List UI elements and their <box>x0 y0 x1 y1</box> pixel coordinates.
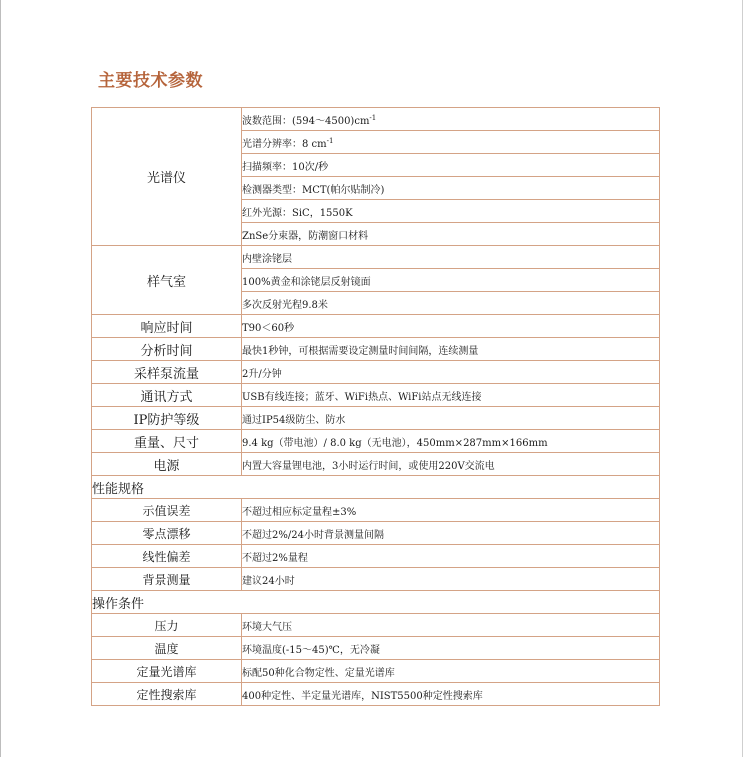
table-row <box>92 384 660 407</box>
spec-value: 9.4 kg（带电池）/ 8.0 kg（无电池），450mm×287mm×166mm <box>242 430 660 453</box>
table-row <box>92 407 660 430</box>
table-row <box>92 568 660 591</box>
row-label: 示值误差 <box>92 499 242 522</box>
spec-table <box>91 107 660 706</box>
table-row <box>92 660 660 683</box>
spec-value: 检测器类型：MCT(帕尔贴制冷) <box>242 177 660 200</box>
row-label: 电源 <box>92 453 242 476</box>
section-heading-performance: 性能规格 <box>92 476 660 499</box>
table-row <box>92 361 660 384</box>
spec-value: USB有线连接；蓝牙、WiFi热点、WiFi站点无线连接 <box>242 384 660 407</box>
row-label: 零点漂移 <box>92 522 242 545</box>
table-row <box>92 499 660 522</box>
row-label: 背景测量 <box>92 568 242 591</box>
spec-value: 标配50种化合物定性、定量光谱库 <box>242 660 660 683</box>
spec-value: 2升/分钟 <box>242 361 660 384</box>
page-right-edge <box>742 0 743 757</box>
page-left-edge <box>0 0 1 757</box>
table-row <box>92 246 660 269</box>
table-row <box>92 637 660 660</box>
row-label: 分析时间 <box>92 338 242 361</box>
spec-value: 通过IP54级防尘、防水 <box>242 407 660 430</box>
table-row <box>92 614 660 637</box>
spec-value: 不超过相应标定量程±3% <box>242 499 660 522</box>
spec-value: 内置大容量锂电池，3小时运行时间，或使用220V交流电 <box>242 453 660 476</box>
table-row <box>92 108 660 131</box>
spec-value: 100%黄金和涂铑层反射镜面 <box>242 269 660 292</box>
section-heading-operation: 操作条件 <box>92 591 660 614</box>
spec-value: 不超过2%量程 <box>242 545 660 568</box>
table-row <box>92 545 660 568</box>
table-row <box>92 522 660 545</box>
spec-value: 波数范围：$(594\sim 4500)cm^{-1}$ <box>242 108 660 131</box>
spec-value: ZnSe分束器，防潮窗口材料 <box>242 223 660 246</box>
page-title: 主要技术参数 <box>98 71 203 91</box>
row-label: 定量光谱库 <box>92 660 242 683</box>
row-label: 线性偏差 <box>92 545 242 568</box>
table-row <box>92 315 660 338</box>
spec-value: 多次反射光程9.8米 <box>242 292 660 315</box>
spec-value: 扫描频率：10次/秒 <box>242 154 660 177</box>
row-label-spectrometer: 光谱仪 <box>92 108 242 246</box>
row-label-gas-cell: 样气室 <box>92 246 242 315</box>
spec-value: 最快1秒钟，可根据需要设定测量时间间隔，连续测量 <box>242 338 660 361</box>
spec-value: 不超过2%/24小时背景测量间隔 <box>242 522 660 545</box>
table-row <box>92 338 660 361</box>
spec-value: T90＜60秒 <box>242 315 660 338</box>
row-label: IP防护等级 <box>92 407 242 430</box>
spec-value: 光谱分辨率：8 $cm^{-1}$ <box>242 131 660 154</box>
table-row <box>92 430 660 453</box>
spec-value: 内壁涂铑层 <box>242 246 660 269</box>
section-row <box>92 591 660 614</box>
section-row <box>92 476 660 499</box>
spec-value: 红外光源：SiC，1550K <box>242 200 660 223</box>
spec-value: 400种定性、半定量光谱库，NIST5500种定性搜索库 <box>242 683 660 706</box>
spec-value: 环境大气压 <box>242 614 660 637</box>
table-row <box>92 683 660 706</box>
row-label: 通讯方式 <box>92 384 242 407</box>
row-label: 定性搜索库 <box>92 683 242 706</box>
row-label: 重量、尺寸 <box>92 430 242 453</box>
row-label: 响应时间 <box>92 315 242 338</box>
row-label: 温度 <box>92 637 242 660</box>
row-label: 压力 <box>92 614 242 637</box>
spec-value: 建议24小时 <box>242 568 660 591</box>
spec-value: 环境温度(-15～45)℃，无冷凝 <box>242 637 660 660</box>
table-row <box>92 453 660 476</box>
row-label: 采样泵流量 <box>92 361 242 384</box>
